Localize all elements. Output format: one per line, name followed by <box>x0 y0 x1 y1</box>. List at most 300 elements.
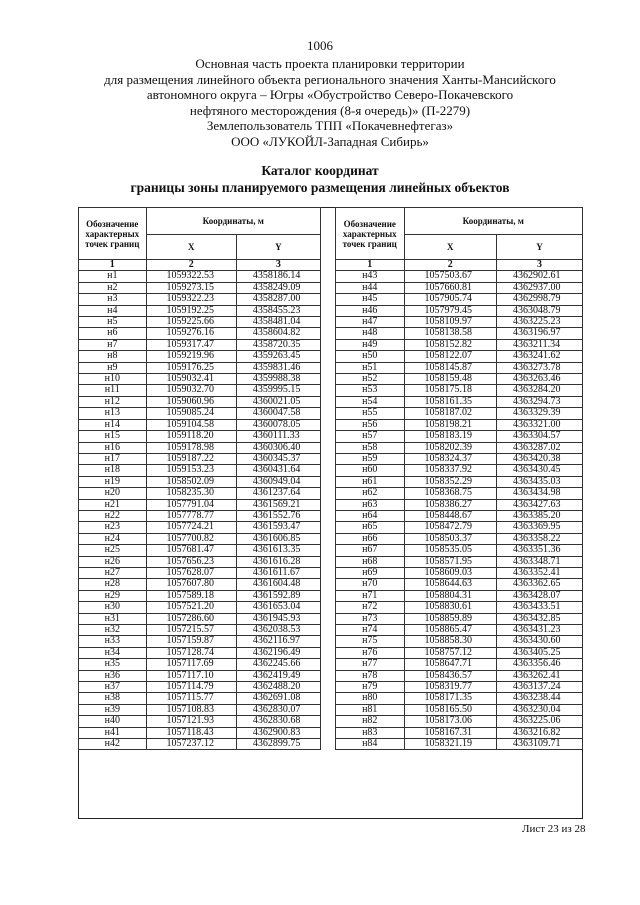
x-coordinate-cell: 1058352.29 <box>404 476 496 487</box>
x-coordinate-cell: 1057237.12 <box>146 739 236 750</box>
table-row <box>336 431 583 442</box>
x-coordinate-cell: 1059085.24 <box>146 408 236 419</box>
point-id-cell: н8 <box>79 351 147 362</box>
y-coordinate-cell: 4363294.73 <box>496 396 582 407</box>
point-id-cell: н7 <box>79 339 147 350</box>
point-id-cell: н44 <box>336 282 405 293</box>
y-coordinate-cell: 4359995.15 <box>236 385 320 396</box>
point-id-cell: н12 <box>79 396 147 407</box>
table-row <box>79 339 321 350</box>
table-row <box>336 716 583 727</box>
y-coordinate-cell: 4361613.35 <box>236 545 320 556</box>
x-coordinate-cell: 1059322.53 <box>146 271 236 282</box>
point-id-cell: н23 <box>79 522 147 533</box>
point-id-cell: н52 <box>336 374 405 385</box>
x-coordinate-cell: 1058171.35 <box>404 693 496 704</box>
table-row <box>79 716 321 727</box>
table-row <box>79 590 321 601</box>
x-coordinate-cell: 1057656.23 <box>146 556 236 567</box>
y-coordinate-cell: 4363432.85 <box>496 613 582 624</box>
y-coordinate-cell: 4362998.79 <box>496 294 582 305</box>
x-coordinate-cell: 1058161.35 <box>404 396 496 407</box>
page-number: 1006 <box>307 38 333 53</box>
point-id-cell: н81 <box>336 704 405 715</box>
point-id-cell: н72 <box>336 602 405 613</box>
y-coordinate-cell: 4362419.49 <box>236 670 320 681</box>
x-coordinate-cell: 1058448.67 <box>404 510 496 521</box>
point-id-cell: н36 <box>79 670 147 681</box>
x-coordinate-cell: 1059178.98 <box>146 442 236 453</box>
x-coordinate-cell: 1058145.87 <box>404 362 496 373</box>
header-x: X <box>146 235 236 260</box>
table-row <box>79 602 321 613</box>
table-row <box>79 739 321 750</box>
table-row <box>79 442 321 453</box>
x-coordinate-cell: 1058368.75 <box>404 488 496 499</box>
table-row <box>336 567 583 578</box>
x-coordinate-cell: 1058502.09 <box>146 476 236 487</box>
x-coordinate-cell: 1057114.79 <box>146 682 236 693</box>
header-line: нефтяного месторождения (8-я очередь)» (П-2279) <box>189 102 471 118</box>
x-coordinate-cell: 1057681.47 <box>146 545 236 556</box>
y-coordinate-cell: 4358481.04 <box>236 317 320 328</box>
table-row <box>79 305 321 316</box>
table-row <box>79 408 321 419</box>
table-row <box>79 476 321 487</box>
point-id-cell: н45 <box>336 294 405 305</box>
header-coords: Координаты, м <box>404 208 583 235</box>
x-coordinate-cell: 1058535.05 <box>404 545 496 556</box>
point-id-cell: н63 <box>336 499 405 510</box>
header-coords: Координаты, м <box>146 208 320 235</box>
x-coordinate-cell: 1059225.66 <box>146 317 236 328</box>
x-coordinate-cell: 1058165.50 <box>404 704 496 715</box>
x-coordinate-cell: 1057128.74 <box>146 647 236 658</box>
point-id-cell: н3 <box>79 294 147 305</box>
table-row <box>336 396 583 407</box>
coordinates-table-left <box>78 207 321 750</box>
x-coordinate-cell: 1057118.43 <box>146 727 236 738</box>
x-coordinate-cell: 1059219.96 <box>146 351 236 362</box>
point-id-cell: н9 <box>79 362 147 373</box>
table-row <box>79 294 321 305</box>
x-coordinate-cell: 1057700.82 <box>146 533 236 544</box>
y-coordinate-cell: 4359988.38 <box>236 374 320 385</box>
y-coordinate-cell: 4362902.61 <box>496 271 582 282</box>
table-row <box>336 545 583 556</box>
table-row <box>336 670 583 681</box>
y-coordinate-cell: 4363321.00 <box>496 419 582 430</box>
y-coordinate-cell: 4361604.48 <box>236 579 320 590</box>
y-coordinate-cell: 4363427.63 <box>496 499 582 510</box>
point-id-cell: н35 <box>79 659 147 670</box>
point-id-cell: н76 <box>336 647 405 658</box>
y-coordinate-cell: 4361616.28 <box>236 556 320 567</box>
point-id-cell: н14 <box>79 419 147 430</box>
point-id-cell: н34 <box>79 647 147 658</box>
y-coordinate-cell: 4363137.24 <box>496 682 582 693</box>
point-id-cell: н68 <box>336 556 405 567</box>
header-line: Землепользователь ТПП «Покачевнефтегаз» <box>206 118 454 134</box>
table-row <box>336 647 583 658</box>
y-coordinate-cell: 4363430.60 <box>496 636 582 647</box>
y-coordinate-cell: 4363405.25 <box>496 647 582 658</box>
table-row <box>336 294 583 305</box>
table-row <box>336 442 583 453</box>
table-row <box>79 545 321 556</box>
y-coordinate-cell: 4363430.45 <box>496 465 582 476</box>
point-id-cell: н77 <box>336 659 405 670</box>
header-num-3: 3 <box>236 260 320 271</box>
y-coordinate-cell: 4362488.20 <box>236 682 320 693</box>
point-id-cell: н28 <box>79 579 147 590</box>
table-row <box>79 727 321 738</box>
y-coordinate-cell: 4360078.05 <box>236 419 320 430</box>
header-y: Y <box>236 235 320 260</box>
point-id-cell: н26 <box>79 556 147 567</box>
coordinates-table-right <box>335 207 583 750</box>
y-coordinate-cell: 4362937.00 <box>496 282 582 293</box>
point-id-cell: н15 <box>79 431 147 442</box>
point-id-cell: н78 <box>336 670 405 681</box>
table-row <box>79 374 321 385</box>
point-id-cell: н55 <box>336 408 405 419</box>
point-id-cell: н65 <box>336 522 405 533</box>
y-coordinate-cell: 4361611.67 <box>236 567 320 578</box>
x-coordinate-cell: 1057791.04 <box>146 499 236 510</box>
point-id-cell: н42 <box>79 739 147 750</box>
table-row <box>336 727 583 738</box>
y-coordinate-cell: 4362116.97 <box>236 636 320 647</box>
point-id-cell: н75 <box>336 636 405 647</box>
table-row <box>336 419 583 430</box>
table-row <box>79 431 321 442</box>
point-id-cell: н4 <box>79 305 147 316</box>
x-coordinate-cell: 1057778.77 <box>146 510 236 521</box>
point-id-cell: н83 <box>336 727 405 738</box>
x-coordinate-cell: 1057660.81 <box>404 282 496 293</box>
y-coordinate-cell: 4363434.98 <box>496 488 582 499</box>
table-row <box>79 625 321 636</box>
x-coordinate-cell: 1058175.18 <box>404 385 496 396</box>
point-id-cell: н59 <box>336 453 405 464</box>
x-coordinate-cell: 1057521.20 <box>146 602 236 613</box>
table-row <box>79 682 321 693</box>
y-coordinate-cell: 4362245.66 <box>236 659 320 670</box>
table-row <box>79 636 321 647</box>
table-row <box>79 579 321 590</box>
y-coordinate-cell: 4363225.06 <box>496 716 582 727</box>
point-id-cell: н54 <box>336 396 405 407</box>
table-row <box>336 579 583 590</box>
point-id-cell: н5 <box>79 317 147 328</box>
y-coordinate-cell: 4363284.20 <box>496 385 582 396</box>
y-coordinate-cell: 4363352.41 <box>496 567 582 578</box>
table-row <box>79 670 321 681</box>
table-row <box>336 533 583 544</box>
x-coordinate-cell: 1059118.20 <box>146 431 236 442</box>
y-coordinate-cell: 4363420.38 <box>496 453 582 464</box>
y-coordinate-cell: 4361237.64 <box>236 488 320 499</box>
x-coordinate-cell: 1058138.58 <box>404 328 496 339</box>
table-row <box>79 362 321 373</box>
point-id-cell: н17 <box>79 453 147 464</box>
y-coordinate-cell: 4363351.36 <box>496 545 582 556</box>
table-row <box>336 693 583 704</box>
header-y: Y <box>496 235 582 260</box>
x-coordinate-cell: 1058386.27 <box>404 499 496 510</box>
y-coordinate-cell: 4360047.58 <box>236 408 320 419</box>
x-coordinate-cell: 1058472.79 <box>404 522 496 533</box>
header-line: автономного округа – Югры «Обустройство Северо-Покачевского <box>146 87 514 103</box>
point-id-cell: н50 <box>336 351 405 362</box>
y-coordinate-cell: 4363263.46 <box>496 374 582 385</box>
table-row <box>336 328 583 339</box>
y-coordinate-cell: 4363238.44 <box>496 693 582 704</box>
catalog-title-line: Каталог координат <box>261 163 379 178</box>
table-row <box>79 282 321 293</box>
x-coordinate-cell: 1058830.61 <box>404 602 496 613</box>
x-coordinate-cell: 1057607.80 <box>146 579 236 590</box>
x-coordinate-cell: 1057215.57 <box>146 625 236 636</box>
x-coordinate-cell: 1058757.12 <box>404 647 496 658</box>
x-coordinate-cell: 1058324.37 <box>404 453 496 464</box>
y-coordinate-cell: 4363216.82 <box>496 727 582 738</box>
y-coordinate-cell: 4363433.51 <box>496 602 582 613</box>
x-coordinate-cell: 1059273.15 <box>146 282 236 293</box>
y-coordinate-cell: 4363225.23 <box>496 317 582 328</box>
table-row <box>79 556 321 567</box>
y-coordinate-cell: 4358249.09 <box>236 282 320 293</box>
x-coordinate-cell: 1059322.23 <box>146 294 236 305</box>
y-coordinate-cell: 4361593.47 <box>236 522 320 533</box>
y-coordinate-cell: 4363287.02 <box>496 442 582 453</box>
y-coordinate-cell: 4361592.89 <box>236 590 320 601</box>
point-id-cell: н64 <box>336 510 405 521</box>
y-coordinate-cell: 4358186.14 <box>236 271 320 282</box>
y-coordinate-cell: 4360431.64 <box>236 465 320 476</box>
y-coordinate-cell: 4362830.68 <box>236 716 320 727</box>
point-id-cell: н20 <box>79 488 147 499</box>
point-id-cell: н80 <box>336 693 405 704</box>
y-coordinate-cell: 4359263.45 <box>236 351 320 362</box>
table-row <box>79 522 321 533</box>
point-id-cell: н27 <box>79 567 147 578</box>
point-id-cell: н66 <box>336 533 405 544</box>
table-row <box>336 704 583 715</box>
y-coordinate-cell: 4363262.41 <box>496 670 582 681</box>
table-row <box>336 465 583 476</box>
point-id-cell: н71 <box>336 590 405 601</box>
table-row <box>79 328 321 339</box>
point-id-cell: н46 <box>336 305 405 316</box>
y-coordinate-cell: 4360949.04 <box>236 476 320 487</box>
y-coordinate-cell: 4363358.22 <box>496 533 582 544</box>
y-coordinate-cell: 4362900.83 <box>236 727 320 738</box>
header-point: Обозначение характерных точек границ <box>336 208 405 260</box>
x-coordinate-cell: 1058198.21 <box>404 419 496 430</box>
y-coordinate-cell: 4363329.39 <box>496 408 582 419</box>
x-coordinate-cell: 1058859.89 <box>404 613 496 624</box>
x-coordinate-cell: 1058571.95 <box>404 556 496 567</box>
point-id-cell: н41 <box>79 727 147 738</box>
x-coordinate-cell: 1057117.69 <box>146 659 236 670</box>
x-coordinate-cell: 1057159.87 <box>146 636 236 647</box>
y-coordinate-cell: 4363348.71 <box>496 556 582 567</box>
x-coordinate-cell: 1058109.97 <box>404 317 496 328</box>
x-coordinate-cell: 1057115.77 <box>146 693 236 704</box>
x-coordinate-cell: 1058321.19 <box>404 739 496 750</box>
x-coordinate-cell: 1058804.31 <box>404 590 496 601</box>
header-line: для размещения линейного объекта регионального значения Ханты-Мансийского <box>104 71 556 87</box>
y-coordinate-cell: 4363431.23 <box>496 625 582 636</box>
point-id-cell: н21 <box>79 499 147 510</box>
x-coordinate-cell: 1058202.39 <box>404 442 496 453</box>
x-coordinate-cell: 1057286.60 <box>146 613 236 624</box>
table-row <box>79 704 321 715</box>
table-row <box>336 374 583 385</box>
table-row <box>79 385 321 396</box>
table-row <box>336 613 583 624</box>
y-coordinate-cell: 4363230.04 <box>496 704 582 715</box>
point-id-cell: н29 <box>79 590 147 601</box>
x-coordinate-cell: 1057503.67 <box>404 271 496 282</box>
table-row <box>336 453 583 464</box>
x-coordinate-cell: 1059276.16 <box>146 328 236 339</box>
y-coordinate-cell: 4363385.20 <box>496 510 582 521</box>
point-id-cell: н82 <box>336 716 405 727</box>
point-id-cell: н19 <box>79 476 147 487</box>
table-row <box>336 385 583 396</box>
point-id-cell: н56 <box>336 419 405 430</box>
y-coordinate-cell: 4363273.78 <box>496 362 582 373</box>
point-id-cell: н22 <box>79 510 147 521</box>
sheet-number: Лист 23 из 28 <box>522 823 586 835</box>
table-row <box>79 453 321 464</box>
x-coordinate-cell: 1058865.47 <box>404 625 496 636</box>
table-row <box>79 647 321 658</box>
point-id-cell: н73 <box>336 613 405 624</box>
table-row <box>336 636 583 647</box>
table-row <box>79 533 321 544</box>
point-id-cell: н62 <box>336 488 405 499</box>
x-coordinate-cell: 1059032.70 <box>146 385 236 396</box>
x-coordinate-cell: 1058644.63 <box>404 579 496 590</box>
y-coordinate-cell: 4363428.07 <box>496 590 582 601</box>
x-coordinate-cell: 1059153.23 <box>146 465 236 476</box>
table-row <box>336 510 583 521</box>
document-header <box>60 56 600 150</box>
x-coordinate-cell: 1057589.18 <box>146 590 236 601</box>
table-row <box>79 271 321 282</box>
x-coordinate-cell: 1058152.82 <box>404 339 496 350</box>
table-row <box>336 659 583 670</box>
table-row <box>336 339 583 350</box>
x-coordinate-cell: 1059032.41 <box>146 374 236 385</box>
x-coordinate-cell: 1057979.45 <box>404 305 496 316</box>
header-num-2: 2 <box>146 260 236 271</box>
x-coordinate-cell: 1058167.31 <box>404 727 496 738</box>
point-id-cell: н37 <box>79 682 147 693</box>
point-id-cell: н24 <box>79 533 147 544</box>
point-id-cell: н47 <box>336 317 405 328</box>
x-coordinate-cell: 1058319.77 <box>404 682 496 693</box>
table-row <box>336 556 583 567</box>
x-coordinate-cell: 1057724.21 <box>146 522 236 533</box>
y-coordinate-cell: 4361606.85 <box>236 533 320 544</box>
point-id-cell: н60 <box>336 465 405 476</box>
point-id-cell: н58 <box>336 442 405 453</box>
x-coordinate-cell: 1059317.47 <box>146 339 236 350</box>
y-coordinate-cell: 4363241.62 <box>496 351 582 362</box>
point-id-cell: н84 <box>336 739 405 750</box>
x-coordinate-cell: 1057628.07 <box>146 567 236 578</box>
y-coordinate-cell: 4358720.35 <box>236 339 320 350</box>
table-row <box>79 659 321 670</box>
y-coordinate-cell: 4363048.79 <box>496 305 582 316</box>
y-coordinate-cell: 4362899.75 <box>236 739 320 750</box>
x-coordinate-cell: 1057117.10 <box>146 670 236 681</box>
table-row <box>79 317 321 328</box>
y-coordinate-cell: 4360306.40 <box>236 442 320 453</box>
x-coordinate-cell: 1058187.02 <box>404 408 496 419</box>
y-coordinate-cell: 4361653.04 <box>236 602 320 613</box>
table-row <box>79 396 321 407</box>
x-coordinate-cell: 1058122.07 <box>404 351 496 362</box>
table-row <box>336 282 583 293</box>
table-row <box>79 488 321 499</box>
table-row <box>336 271 583 282</box>
point-id-cell: н39 <box>79 704 147 715</box>
y-coordinate-cell: 4362830.07 <box>236 704 320 715</box>
header-num-1: 1 <box>336 260 405 271</box>
header-num-2: 2 <box>404 260 496 271</box>
point-id-cell: н13 <box>79 408 147 419</box>
x-coordinate-cell: 1057108.83 <box>146 704 236 715</box>
table-row <box>336 305 583 316</box>
point-id-cell: н51 <box>336 362 405 373</box>
x-coordinate-cell: 1058183.19 <box>404 431 496 442</box>
x-coordinate-cell: 1057905.74 <box>404 294 496 305</box>
table-row <box>79 510 321 521</box>
x-coordinate-cell: 1058337.92 <box>404 465 496 476</box>
y-coordinate-cell: 4363435.03 <box>496 476 582 487</box>
point-id-cell: н79 <box>336 682 405 693</box>
y-coordinate-cell: 4363109.71 <box>496 739 582 750</box>
table-row <box>79 351 321 362</box>
table-row <box>79 465 321 476</box>
y-coordinate-cell: 4362038.53 <box>236 625 320 636</box>
point-id-cell: н1 <box>79 271 147 282</box>
point-id-cell: н70 <box>336 579 405 590</box>
x-coordinate-cell: 1059187.22 <box>146 453 236 464</box>
x-coordinate-cell: 1057121.93 <box>146 716 236 727</box>
x-coordinate-cell: 1058173.06 <box>404 716 496 727</box>
x-coordinate-cell: 1058235.30 <box>146 488 236 499</box>
table-row <box>336 602 583 613</box>
y-coordinate-cell: 4361569.21 <box>236 499 320 510</box>
y-coordinate-cell: 4361945.93 <box>236 613 320 624</box>
header-num-1: 1 <box>79 260 147 271</box>
x-coordinate-cell: 1059192.25 <box>146 305 236 316</box>
point-id-cell: н2 <box>79 282 147 293</box>
y-coordinate-cell: 4363211.34 <box>496 339 582 350</box>
x-coordinate-cell: 1059060.96 <box>146 396 236 407</box>
table-row <box>336 682 583 693</box>
x-coordinate-cell: 1058503.37 <box>404 533 496 544</box>
x-coordinate-cell: 1059104.58 <box>146 419 236 430</box>
table-row <box>79 693 321 704</box>
